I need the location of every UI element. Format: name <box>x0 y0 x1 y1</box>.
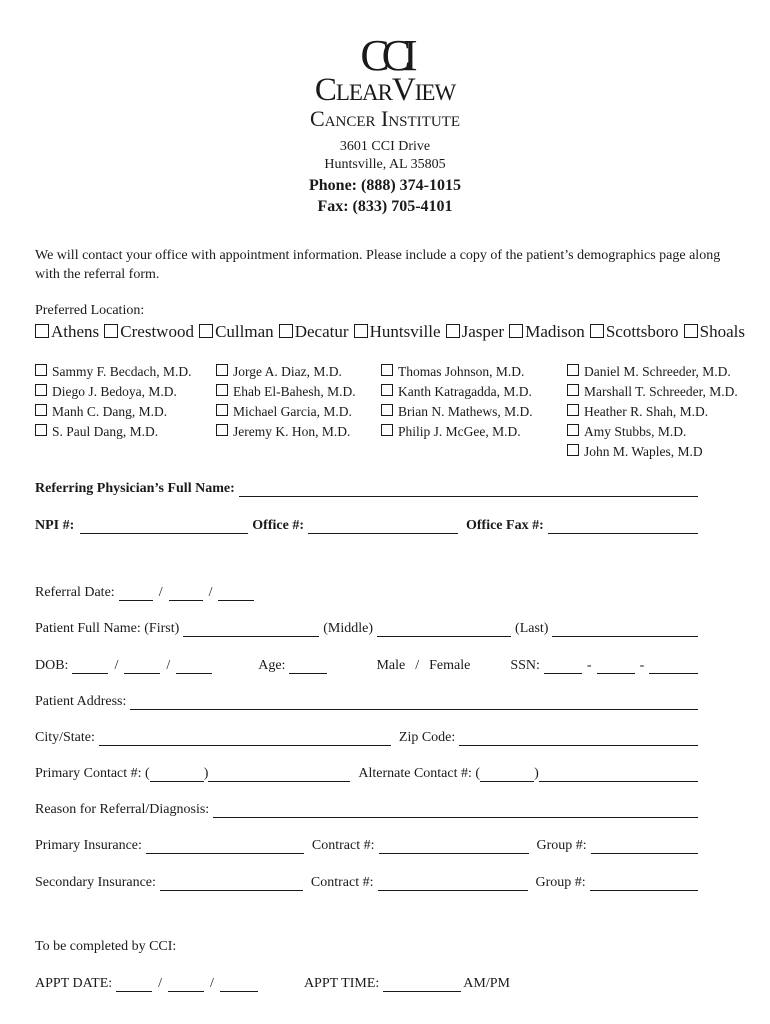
dob-month-field[interactable] <box>72 659 108 674</box>
checkbox-icon[interactable] <box>381 424 393 436</box>
alternate-contact-number-field[interactable] <box>539 767 698 782</box>
checkbox-icon[interactable] <box>216 404 228 416</box>
preferred-location-label: Preferred Location: <box>35 303 145 318</box>
secondary-contract-field[interactable] <box>378 876 528 891</box>
date-separator: / <box>210 976 214 991</box>
office-label: Office #: <box>252 518 304 533</box>
office-fax-field[interactable] <box>548 519 698 534</box>
secondary-contract-label: Contract #: <box>310 875 374 890</box>
referring-physician-label: Referring Physician’s Full Name: <box>35 481 235 496</box>
referring-physician-row <box>35 481 698 497</box>
physician-option[interactable]: Brian N. Mathews, M.D. <box>381 402 533 422</box>
physician-option[interactable]: Sammy F. Becdach, M.D. <box>35 362 192 382</box>
ssn-part3-field[interactable] <box>649 659 698 674</box>
address-line-2: Huntsville, AL 35805 <box>324 157 446 172</box>
location-option-shoals[interactable]: Shoals <box>684 322 745 342</box>
dob-day-field[interactable] <box>124 659 160 674</box>
patient-address-row <box>35 694 698 710</box>
fax-number: Fax: (833) 705-4101 <box>317 198 453 215</box>
office-phone-field[interactable] <box>308 519 458 534</box>
secondary-insurance-field[interactable] <box>160 876 303 891</box>
primary-contact-label: Primary Contact #: ( <box>35 766 150 781</box>
checkbox-icon[interactable] <box>509 324 523 338</box>
primary-contract-label: Contract #: <box>311 838 375 853</box>
physician-option[interactable]: Heather R. Shah, M.D. <box>567 402 738 422</box>
physician-option[interactable]: Michael Garcia, M.D. <box>216 402 356 422</box>
checkbox-icon[interactable] <box>104 324 118 338</box>
physician-option[interactable]: Diego J. Bedoya, M.D. <box>35 382 192 402</box>
dob-label: DOB: <box>35 658 69 673</box>
physician-column-1 <box>35 362 192 442</box>
physician-option[interactable]: Jorge A. Diaz, M.D. <box>216 362 356 382</box>
checkbox-icon[interactable] <box>35 424 47 436</box>
physician-column-3 <box>381 362 533 442</box>
date-separator: / <box>158 976 163 991</box>
checkbox-icon[interactable] <box>216 424 228 436</box>
reason-field[interactable] <box>213 803 698 818</box>
checkbox-icon[interactable] <box>381 384 393 396</box>
location-option-crestwood[interactable]: Crestwood <box>104 322 194 342</box>
age-label: Age: <box>258 658 286 673</box>
patient-address-field[interactable] <box>130 695 698 710</box>
physician-option[interactable]: Kanth Katragadda, M.D. <box>381 382 533 402</box>
referral-date-month-field[interactable] <box>119 586 153 601</box>
patient-name-row <box>35 621 698 637</box>
reason-label: Reason for Referral/Diagnosis: <box>35 802 210 817</box>
referral-date-day-field[interactable] <box>169 586 203 601</box>
physician-option[interactable]: Marshall T. Schreeder, M.D. <box>567 382 738 402</box>
checkbox-icon[interactable] <box>381 364 393 376</box>
secondary-insurance-row <box>35 875 698 891</box>
appt-time-field[interactable] <box>383 977 461 992</box>
logo-mark: CCI <box>360 31 410 80</box>
checkbox-icon[interactable] <box>354 324 368 338</box>
physician-option[interactable]: Daniel M. Schreeder, M.D. <box>567 362 738 382</box>
referral-date-row <box>35 585 698 601</box>
location-option-jasper[interactable]: Jasper <box>446 322 504 342</box>
primary-contact-area-code-field[interactable] <box>150 767 204 782</box>
ssn-separator: - <box>586 658 592 673</box>
physician-option[interactable]: S. Paul Dang, M.D. <box>35 422 192 442</box>
am-pm-label: AM/PM <box>463 976 510 991</box>
address-line-1: 3601 CCI Drive <box>339 139 431 154</box>
physician-column-2 <box>216 362 356 442</box>
date-separator: / <box>158 585 163 600</box>
patient-last-name-field[interactable] <box>552 622 698 637</box>
physician-option[interactable]: Philip J. McGee, M.D. <box>381 422 533 442</box>
checkbox-icon[interactable] <box>279 324 293 338</box>
secondary-group-field[interactable] <box>590 876 698 891</box>
phone-number: Phone: (888) 374-1015 <box>309 177 461 194</box>
dob-year-field[interactable] <box>176 659 212 674</box>
physician-column-4 <box>567 362 738 462</box>
paren-close: ) <box>534 766 539 781</box>
ssn-separator: - <box>639 658 645 673</box>
alternate-contact-label: Alternate Contact #: ( <box>358 766 481 781</box>
female-option[interactable]: Female <box>429 658 471 673</box>
ssn-label: SSN: <box>510 658 540 673</box>
patient-first-name-field[interactable] <box>183 622 319 637</box>
checkbox-icon[interactable] <box>590 324 604 338</box>
checkbox-icon[interactable] <box>381 404 393 416</box>
reason-row <box>35 802 698 818</box>
cci-section-heading: To be completed by CCI: <box>35 939 177 954</box>
primary-contract-field[interactable] <box>379 839 529 854</box>
secondary-group-label: Group #: <box>535 875 586 890</box>
patient-first-name-label: Patient Full Name: (First) <box>35 621 180 636</box>
primary-group-label: Group #: <box>536 838 587 853</box>
checkbox-icon[interactable] <box>35 384 47 396</box>
location-options <box>35 322 745 342</box>
physician-option[interactable]: Jeremy K. Hon, M.D. <box>216 422 356 442</box>
patient-middle-name-label: (Middle) <box>323 621 374 636</box>
male-option[interactable]: Male <box>376 658 406 673</box>
checkbox-icon[interactable] <box>567 424 579 436</box>
checkbox-icon[interactable] <box>35 364 47 376</box>
npi-field[interactable] <box>80 519 248 534</box>
checkbox-icon[interactable] <box>216 364 228 376</box>
cci-section-heading-row <box>35 939 698 955</box>
ssn-part2-field[interactable] <box>597 659 635 674</box>
primary-group-field[interactable] <box>591 839 698 854</box>
city-state-field[interactable] <box>99 731 391 746</box>
referral-date-label: Referral Date: <box>35 585 115 600</box>
checkbox-icon[interactable] <box>35 404 47 416</box>
age-field[interactable] <box>289 659 327 674</box>
date-separator: / <box>114 658 119 673</box>
secondary-insurance-label: Secondary Insurance: <box>35 875 156 890</box>
checkbox-icon[interactable] <box>35 324 49 338</box>
npi-label: NPI #: <box>35 518 75 533</box>
checkbox-icon[interactable] <box>684 324 698 338</box>
primary-insurance-field[interactable] <box>146 839 304 854</box>
city-state-label: City/State: <box>35 730 95 745</box>
zip-code-field[interactable] <box>459 731 698 746</box>
physician-option[interactable]: Ehab El-Bahesh, M.D. <box>216 382 356 402</box>
location-option-madison[interactable]: Madison <box>509 322 585 342</box>
city-zip-row <box>35 730 698 746</box>
checkbox-icon[interactable] <box>446 324 460 338</box>
physician-option[interactable]: Amy Stubbs, M.D. <box>567 422 738 442</box>
logo-name: ClearView <box>314 72 456 108</box>
dob-row <box>35 658 698 674</box>
appt-date-day-field[interactable] <box>168 977 204 992</box>
ssn-part1-field[interactable] <box>544 659 582 674</box>
patient-address-label: Patient Address: <box>35 694 127 709</box>
appt-time-label: APPT TIME: <box>303 976 380 991</box>
physician-option[interactable]: Thomas Johnson, M.D. <box>381 362 533 382</box>
physician-option[interactable]: Manh C. Dang, M.D. <box>35 402 192 422</box>
checkbox-icon[interactable] <box>199 324 213 338</box>
location-option-athens[interactable]: Athens <box>35 322 99 342</box>
appointment-row <box>35 976 698 992</box>
appt-date-year-field[interactable] <box>220 977 258 992</box>
checkbox-icon[interactable] <box>216 384 228 396</box>
patient-middle-name-field[interactable] <box>377 622 511 637</box>
alternate-contact-area-code-field[interactable] <box>480 767 534 782</box>
intro-text: We will contact your office with appointment information. Please include a copy of the patient’s demographics page along with the referral form. <box>35 248 721 282</box>
appt-date-label: APPT DATE: <box>35 976 113 991</box>
date-separator: / <box>208 585 213 600</box>
logo-subtitle: Cancer Institute <box>310 106 460 131</box>
checkbox-icon[interactable] <box>567 444 579 456</box>
referral-date-year-field[interactable] <box>218 586 254 601</box>
location-option-cullman[interactable]: Cullman <box>199 322 274 342</box>
office-fax-label: Office Fax #: <box>465 518 544 533</box>
paren-close: ) <box>203 766 209 781</box>
primary-contact-number-field[interactable] <box>208 767 350 782</box>
checkbox-icon[interactable] <box>567 404 579 416</box>
checkbox-icon[interactable] <box>567 384 579 396</box>
checkbox-icon[interactable] <box>567 364 579 376</box>
location-option-scottsboro[interactable]: Scottsboro <box>590 322 679 342</box>
sex-separator: / <box>415 658 420 673</box>
primary-insurance-row <box>35 838 698 854</box>
patient-last-name-label: (Last) <box>515 621 549 636</box>
appt-date-month-field[interactable] <box>116 977 152 992</box>
physician-option[interactable]: John M. Waples, M.D <box>567 442 738 462</box>
location-option-huntsville[interactable]: Huntsville <box>354 322 441 342</box>
contact-row <box>35 766 698 782</box>
primary-insurance-label: Primary Insurance: <box>35 838 142 853</box>
npi-office-row <box>35 518 698 534</box>
location-option-decatur[interactable]: Decatur <box>279 322 349 342</box>
date-separator: / <box>166 658 171 673</box>
zip-code-label: Zip Code: <box>398 730 456 745</box>
referring-physician-field[interactable] <box>239 482 698 497</box>
